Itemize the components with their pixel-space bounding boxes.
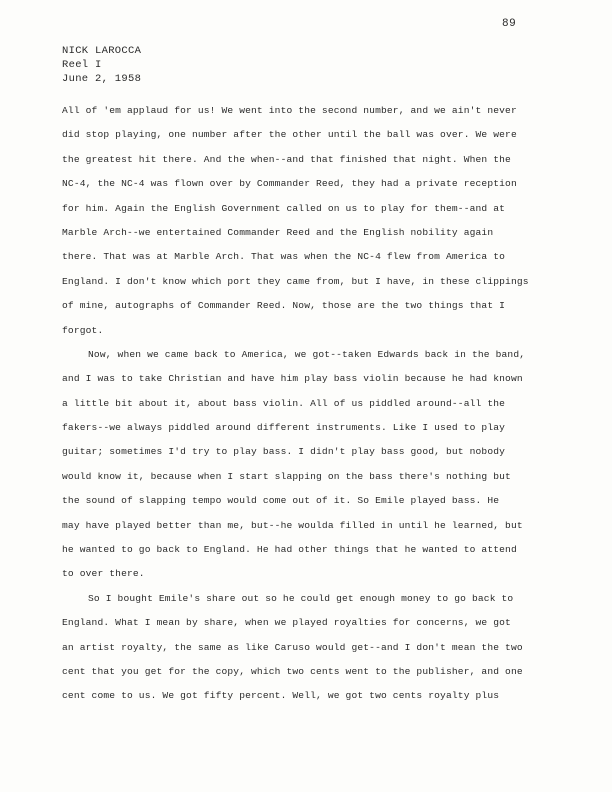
text-line: So I bought Emile's share out so he could get enough money to go back to xyxy=(88,592,514,604)
text-line: Now, when we came back to America, we got--taken Edwards back in the band, xyxy=(88,348,526,360)
text-line: and I was to take Christian and have him play bass violin because he had known xyxy=(62,373,523,385)
text-line: may have played better than me, but--he woulda filled in until he learned, but xyxy=(62,519,523,531)
text-line: of mine, autographs of Commander Reed. Now, those are the two things that I xyxy=(62,300,506,312)
text-line: forgot. xyxy=(62,324,104,336)
text-line: guitar; sometimes I'd try to play bass. I didn't play bass good, but nobody xyxy=(62,446,506,458)
text-line: the greatest hit there. And the when--and that finished that night. When the xyxy=(62,153,511,165)
text-line: would know it, because when I start slapping on the bass there's nothing but xyxy=(62,470,511,482)
text-line: he wanted to go back to England. He had other things that he wanted to attend xyxy=(62,544,517,556)
document-header xyxy=(62,44,141,86)
text-line: there. That was at Marble Arch. That was when the NC-4 flew from America to xyxy=(62,251,506,263)
text-line: NC-4, the NC-4 was flown over by Commander Reed, they had a private reception xyxy=(62,178,517,190)
text-line: the sound of slapping tempo would come out of it. So Emile played bass. He xyxy=(62,495,500,507)
text-line: England. What I mean by share, when we played royalties for concerns, we got xyxy=(62,617,511,629)
header-name: NICK LAROCCA xyxy=(62,45,142,57)
header-reel: Reel I xyxy=(62,59,102,71)
transcript-body xyxy=(62,99,562,709)
text-line: an artist royalty, the same as like Caruso would get--and I don't mean the two xyxy=(62,641,523,653)
text-line: Marble Arch--we entertained Commander Reed and the English nobility again xyxy=(62,226,494,238)
text-line: did stop playing, one number after the other until the ball was over. We were xyxy=(62,129,517,141)
text-line: fakers--we always piddled around different instruments. Like I used to play xyxy=(62,422,506,434)
text-line: to over there. xyxy=(62,568,145,580)
text-line: England. I don't know which port they came from, but I have, in these clippings xyxy=(62,275,529,287)
text-line: All of 'em applaud for us! We went into the second number, and we ain't never xyxy=(62,105,517,116)
text-line: a little bit about it, about bass violin. All of us piddled around--all the xyxy=(62,397,506,409)
text-line: cent come to us. We got fifty percent. Well, we got two cents royalty plus xyxy=(62,690,500,702)
text-line: cent that you get for the copy, which two cents went to the publisher, and one xyxy=(62,665,523,677)
header-date: June 2, 1958 xyxy=(62,73,142,85)
text-line: for him. Again the English Government called on us to play for them--and at xyxy=(62,202,506,214)
page-number: 89 xyxy=(502,18,517,30)
